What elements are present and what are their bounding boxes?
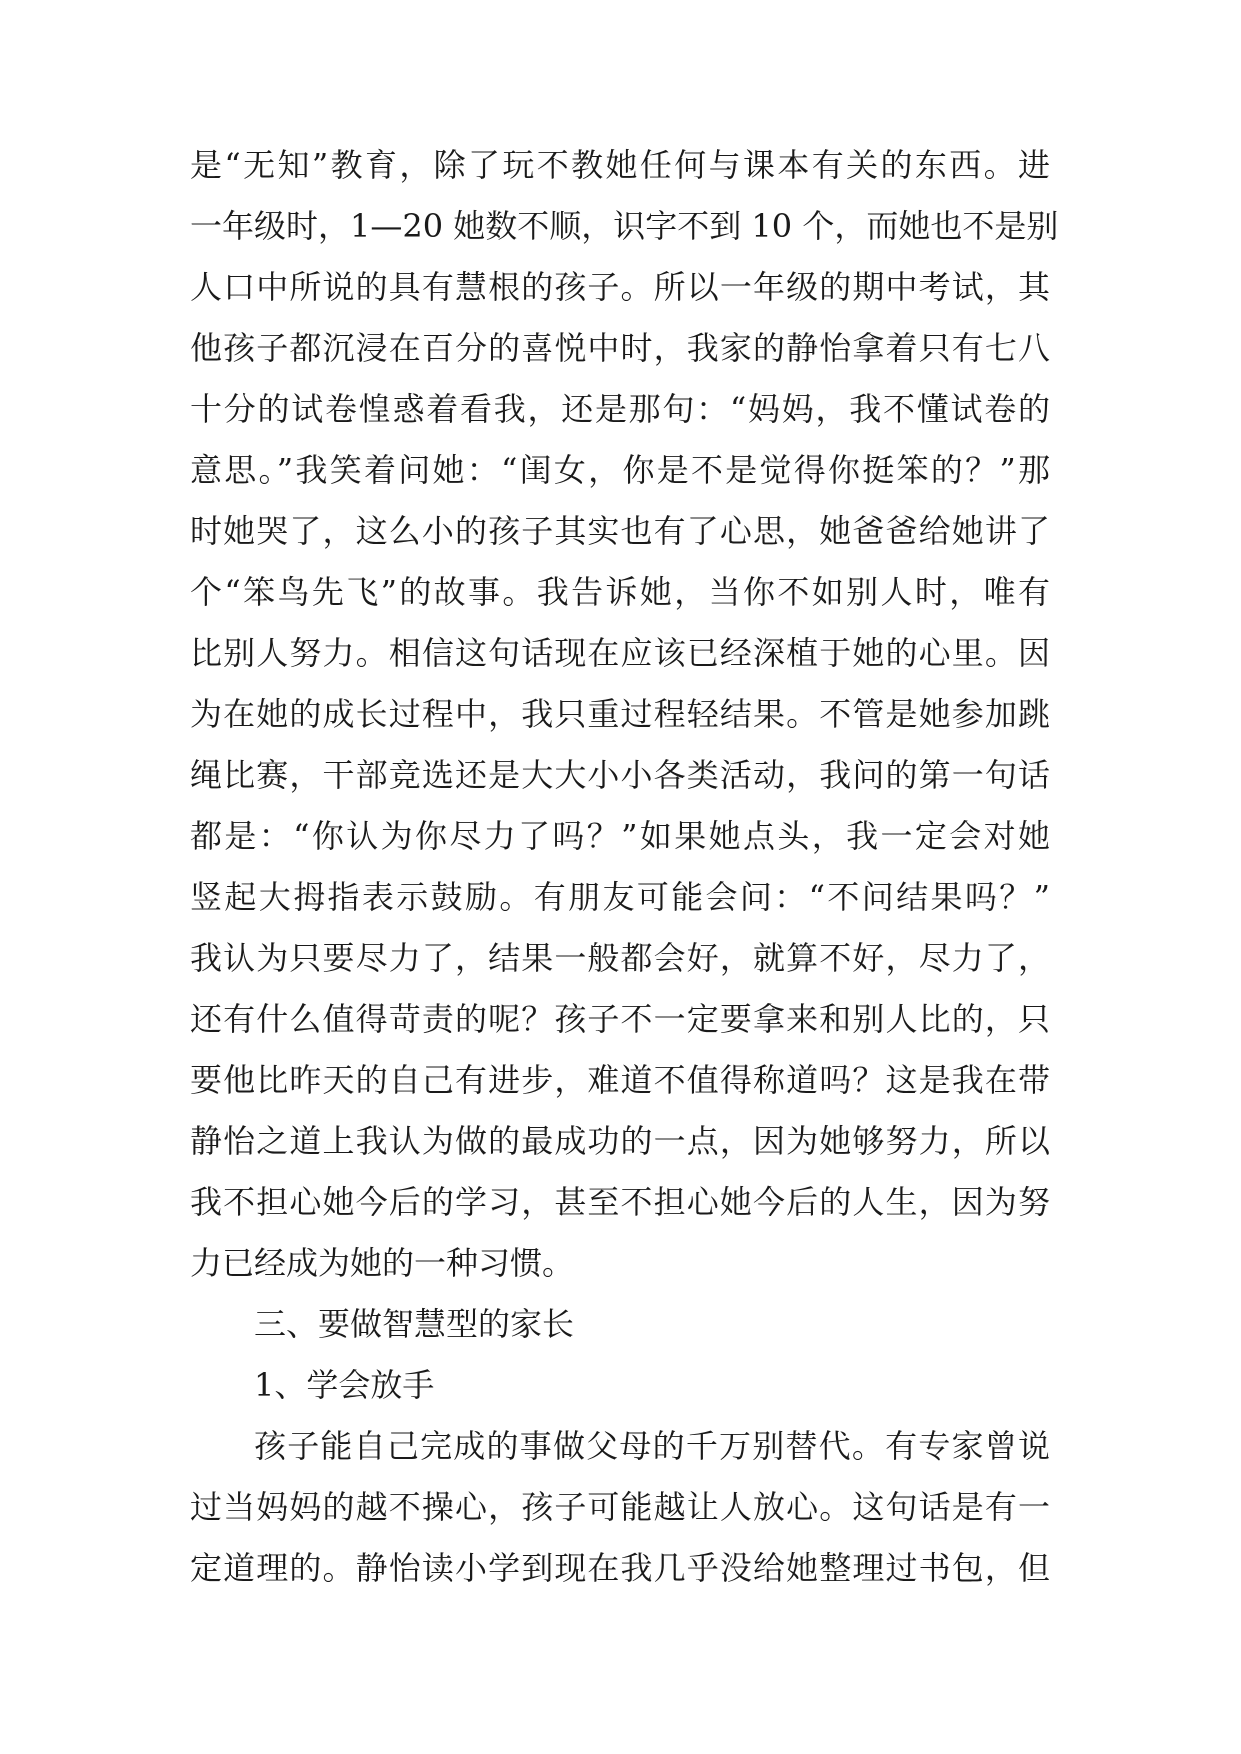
body-text-line: 意思。”我笑着问她：“闺女，你是不是觉得你挺笨的？”那 [190,451,1050,489]
body-text-line: 过当妈妈的越不操心，孩子可能越让人放心。这句话是有一 [190,1488,1050,1526]
body-text-line: 个“笨鸟先飞”的故事。我告诉她，当你不如别人时，唯有 [190,573,1050,611]
body-text-line: 比别人努力。相信这句话现在应该已经深植于她的心里。因 [190,634,1050,672]
body-text-line: 一年级时，1—20 她数不顺，识字不到 10 个，而她也不是别 [190,207,1059,245]
body-text-line: 是“无知”教育，除了玩不教她任何与课本有关的东西。进 [190,146,1050,184]
subsection-heading: 1、学会放手 [254,1366,435,1404]
body-text-line: 绳比赛，干部竞选还是大大小小各类活动，我问的第一句话 [190,756,1050,794]
body-text-line: 人口中所说的具有慧根的孩子。所以一年级的期中考试，其 [190,268,1050,306]
body-text-line: 竖起大拇指表示鼓励。有朋友可能会问：“不问结果吗？” [190,878,1050,916]
paragraph-first-line: 孩子能自己完成的事做父母的千万别替代。有专家曾说 [254,1427,1050,1465]
body-text-line: 他孩子都沉浸在百分的喜悦中时，我家的静怡拿着只有七八 [190,329,1050,367]
body-text-line: 为在她的成长过程中，我只重过程轻结果。不管是她参加跳 [190,695,1050,733]
section-heading: 三、要做智慧型的家长 [254,1305,575,1343]
body-text-line: 要他比昨天的自己有进步，难道不值得称道吗？这是我在带 [190,1061,1050,1099]
body-text-line: 定道理的。静怡读小学到现在我几乎没给她整理过书包，但 [190,1549,1050,1587]
body-text-line: 都是：“你认为你尽力了吗？”如果她点头，我一定会对她 [190,817,1050,855]
body-text-line: 还有什么值得苛责的呢？孩子不一定要拿来和别人比的，只 [190,1000,1050,1038]
body-text-line: 时她哭了，这么小的孩子其实也有了心思，她爸爸给她讲了 [190,512,1050,550]
body-text-line: 我认为只要尽力了，结果一般都会好，就算不好，尽力了， [190,939,1050,977]
body-text-line: 我不担心她今后的学习，甚至不担心她今后的人生，因为努 [190,1183,1050,1221]
body-text-line: 力已经成为她的一种习惯。 [190,1244,575,1282]
body-text-line: 静怡之道上我认为做的最成功的一点，因为她够努力，所以 [190,1122,1050,1160]
body-text-line: 十分的试卷惶惑着看我，还是那句：“妈妈，我不懂试卷的 [190,390,1050,428]
